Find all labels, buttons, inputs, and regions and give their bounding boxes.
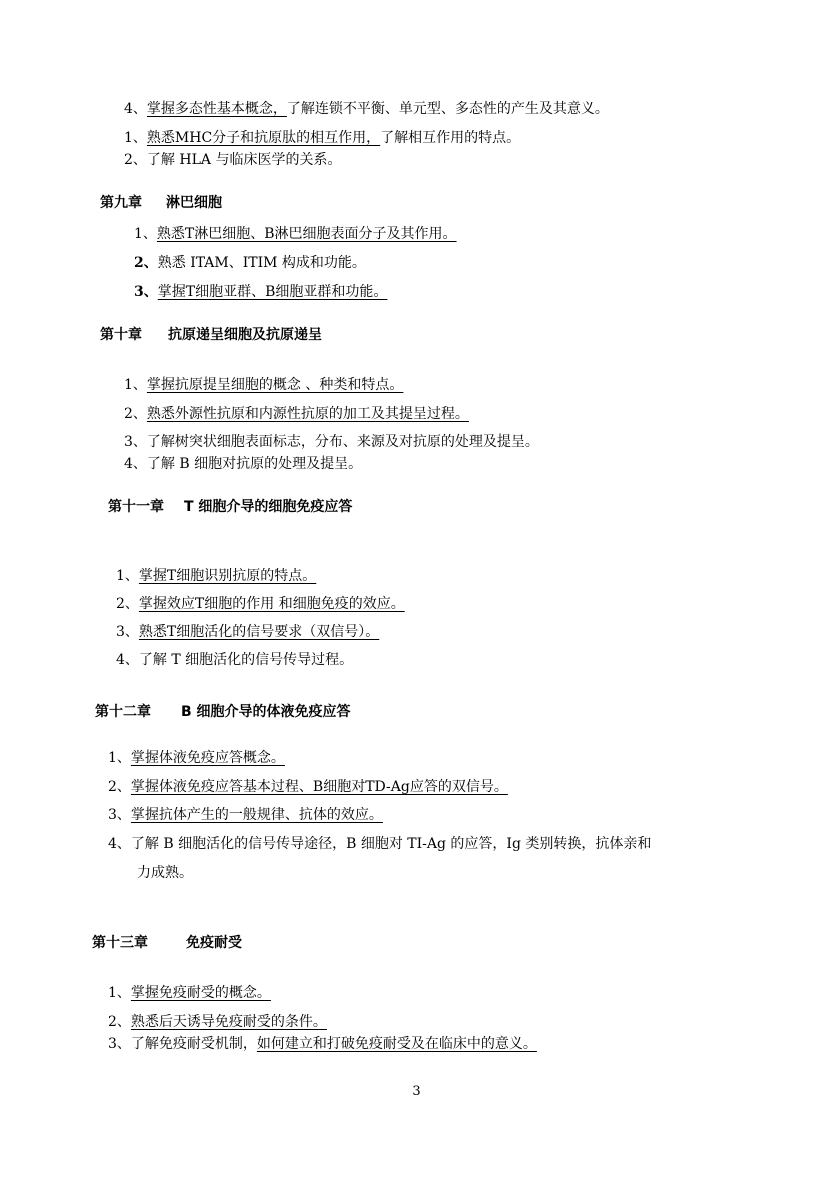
list-item: 2、掌握效应T细胞的作用 和细胞免疫的效应。 (116, 596, 405, 612)
list-item: 1、掌握T细胞识别抗原的特点。 (116, 568, 317, 584)
list-item: 2、了解 HLA 与临床医学的关系。 (124, 152, 342, 168)
chapter-heading: 第九章 淋巴细胞 (100, 195, 222, 211)
list-item: 3、熟悉T细胞活化的信号要求（双信号）。 (116, 624, 380, 640)
list-item: 2、掌握体液免疫应答基本过程、B细胞对TD-Ag应答的双信号。 (108, 779, 508, 795)
list-item: 1、熟悉T淋巴细胞、B淋巴细胞表面分子及其作用。 (134, 226, 457, 242)
list-item-continuation: 力成熟。 (137, 865, 193, 881)
chapter-heading: 第十章 抗原递呈细胞及抗原递呈 (100, 327, 322, 343)
list-item: 4、了解 B 细胞活化的信号传导途径，B 细胞对 TI-Ag 的应答，Ig 类别转换，抗体亲和 (108, 836, 652, 852)
list-item: 1、掌握免疫耐受的概念。 (108, 985, 271, 1001)
list-item: 4、了解 B 细胞对抗原的处理及提呈。 (124, 456, 363, 472)
list-item: 1、掌握体液免疫应答概念。 (108, 750, 285, 766)
chapter-heading: 第十一章 T 细胞介导的细胞免疫应答 (108, 499, 353, 515)
list-item: 4、了解 T 细胞活化的信号传导过程。 (116, 652, 354, 668)
list-item: 2、熟悉后天诱导免疫耐受的条件。 (108, 1014, 327, 1030)
list-item: 4、掌握多态性基本概念，了解连锁不平衡、单元型、多态性的产生及其意义。 (124, 101, 609, 117)
list-item: 3、掌握抗体产生的一般规律、抗体的效应。 (108, 807, 383, 823)
chapter-heading: 第十二章 B 细胞介导的体液免疫应答 (95, 704, 351, 720)
list-item: 2、熟悉外源性抗原和内源性抗原的加工及其提呈过程。 (124, 406, 469, 422)
list-item: 2、熟悉 ITAM、ITIM 构成和功能。 (134, 255, 366, 271)
list-item: 1、熟悉MHC分子和抗原肽的相互作用，了解相互作用的特点。 (124, 130, 521, 146)
list-item: 3、掌握T细胞亚群、B细胞亚群和功能。 (134, 284, 388, 300)
list-item: 3、了解树突状细胞表面标志，分布、来源及对抗原的处理及提呈。 (124, 434, 539, 450)
page-number: 3 (412, 1084, 421, 1099)
list-item: 3、了解免疫耐受机制，如何建立和打破免疫耐受及在临床中的意义。 (108, 1036, 537, 1052)
list-item: 1、掌握抗原提呈细胞的概念 、种类和特点。 (124, 377, 404, 393)
chapter-heading: 第十三章 免疫耐受 (92, 935, 242, 951)
